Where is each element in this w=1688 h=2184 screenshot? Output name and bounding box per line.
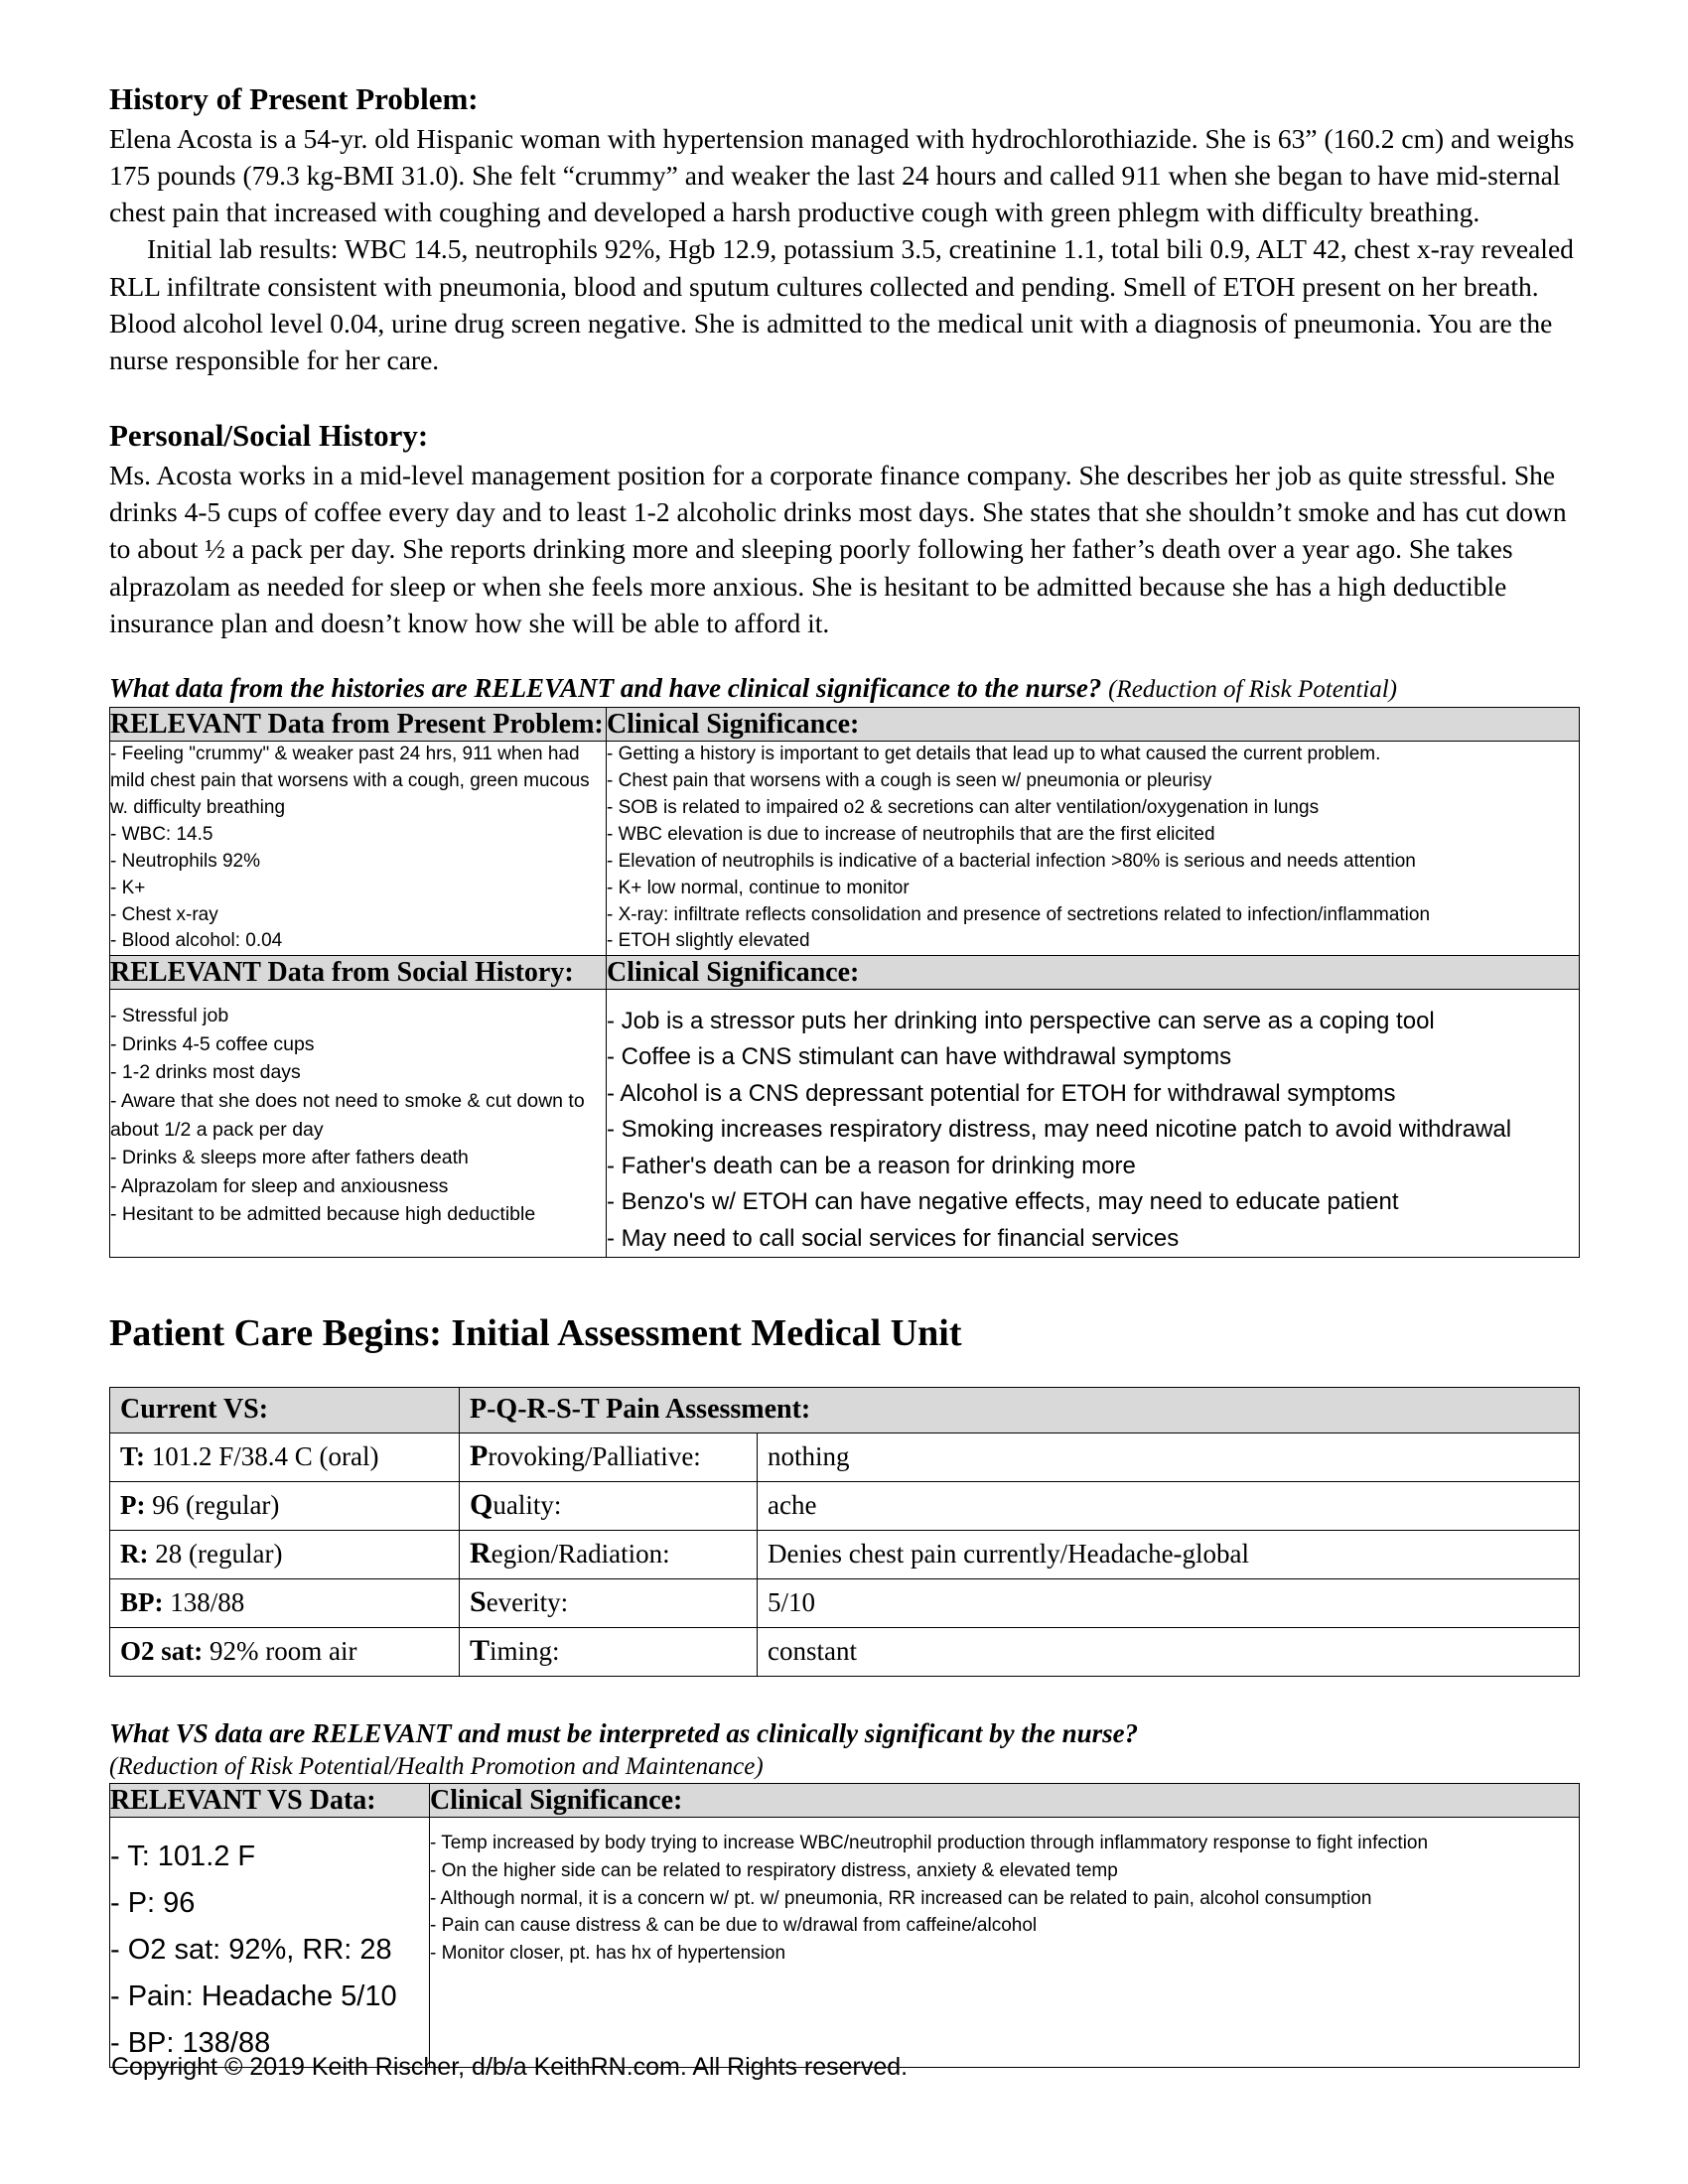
- table-body-row: [110, 989, 1580, 1257]
- list-item: - BP: 138/88: [110, 2026, 271, 2059]
- list-item: - Coffee is a CNS stimulant can have withdrawal symptoms: [607, 1043, 1232, 1071]
- spacer: [109, 378, 1579, 418]
- pqrst-label-timing: [460, 1628, 758, 1677]
- question-relevant-vs-data: What VS data are RELEVANT and must be interpreted as clinically significant by the nurse?: [109, 1718, 1139, 1749]
- question-vs-category: (Reduction of Risk Potential/Health Promotion and Maintenance): [109, 1753, 764, 1781]
- social-history-paragraph: Ms. Acosta works in a mid-level management position for a corporate finance company. She describes her job as quite stressful. She drinks 4-5 cups of coffee every day and to least 1-2 alcoholic drinks most days. She states that she shouldn’t smoke and has cut down to about ½ a pack per day. She reports drinking more and sleeping poorly following her father’s death over a year ago. She takes alprazolam as needed for sleep or when she feels more anxious. She is hesitant to be admitted because she has a high deductible insurance plan and doesn’t know how she will be able to afford it.: [109, 459, 1567, 638]
- pqrst-label-rest: egion/Radiation:: [491, 1539, 670, 1570]
- pqrst-value-region: Denies chest pain currently/Headache-global: [758, 1531, 1580, 1579]
- pqrst-label-rest: iming:: [490, 1636, 560, 1667]
- list-item: - T: 101.2 F: [110, 1840, 256, 1872]
- vs-cell-respirations: [110, 1531, 460, 1579]
- cell-relevant-data-social-history: [110, 989, 607, 1257]
- pqrst-label-severity: [460, 1579, 758, 1628]
- history-paragraph-1: Elena Acosta is a 54-yr. old Hispanic woman with hypertension managed with hydrochlorothiazide. She is 63” (160.2 cm) and weighs 175 pounds (79.3 kg-BMI 31.0). She felt “crummy” and weaker the last 24 hours and called 911 when she began to have mid-sternal chest pain that increased with coughing and developed a harsh productive cough with green phlegm with difficulty breathing.: [109, 122, 1575, 228]
- list-item: - Smoking increases respiratory distress, may need nicotine patch to avoid withdrawal: [607, 1116, 1512, 1144]
- vs-cell-o2-saturation: [110, 1628, 460, 1677]
- table-header-row: [110, 707, 1580, 741]
- vs-row: [110, 1579, 1580, 1628]
- relevant-data-list: [110, 742, 606, 956]
- list-item: - Drinks 4-5 coffee cups: [110, 1032, 315, 1055]
- header-relevant-vs-data: RELEVANT VS Data:: [110, 1783, 430, 1817]
- list-item: - Temp increased by body trying to increase WBC/neutrophil production through inflammatory response to fight infection: [430, 1832, 1429, 1853]
- list-item: - O2 sat: 92%, RR: 28: [110, 1933, 392, 1966]
- table-body-row: [110, 741, 1580, 956]
- list-item: - SOB is related to impaired o2 & secretions can alter ventilation/oxygenation in lungs: [607, 796, 1320, 818]
- cell-relevant-data-present-problem: [110, 741, 607, 956]
- table-social-history: [109, 955, 1580, 1258]
- header-clinical-significance: Clinical Significance:: [607, 707, 1580, 741]
- vs-row: [110, 1628, 1580, 1677]
- list-item: - Elevation of neutrophils is indicative of a bacterial infection >80% is serious and needs attention: [607, 850, 1416, 872]
- header-relevant-data-present-problem: RELEVANT Data from Present Problem:: [110, 707, 607, 741]
- spacer: [109, 1677, 1579, 1716]
- table-header-row: [110, 1783, 1580, 1817]
- clinical-significance-social-list: [607, 1004, 1579, 1257]
- vs-row: [110, 1482, 1580, 1531]
- pqrst-label-region: [460, 1531, 758, 1579]
- list-item: - P: 96: [110, 1886, 196, 1919]
- pqrst-value-quality: ache: [758, 1482, 1580, 1531]
- spacer: [109, 1258, 1579, 1311]
- list-item: - Aware that she does not need to smoke & cut down to about 1/2 a pack per day: [110, 1089, 585, 1141]
- list-item: - Job is a stressor puts her drinking into perspective can serve as a coping tool: [607, 1007, 1435, 1034]
- vs-row: [110, 1531, 1580, 1579]
- relevant-social-data-list: [110, 1002, 606, 1229]
- list-item: - Feeling "crummy" & weaker past 24 hrs, 911 when had mild chest pain that worsens with a cough, green mucous w. difficulty breathing: [110, 743, 590, 818]
- history-paragraph-2: Initial lab results: WBC 14.5, neutrophils 92%, Hgb 12.9, potassium 3.5, creatinine 1.1, total bili 0.9, ALT 42, chest x-ray revealed RLL infiltrate consistent with pneumonia, blood and sputum cultures collected and pending. Smell of ETOH present on her breath. Blood alcohol level 0.04, urine drug screen negative. She is admitted to the medical unit with a diagnosis of pneumonia. You are the nurse responsible for her care.: [109, 233, 1574, 376]
- table-relevant-vs-data: [109, 1783, 1580, 2068]
- question-text: What data from the histories are RELEVANT and have clinical significance to the nurse?: [109, 673, 1102, 704]
- list-item: - Blood alcohol: 0.04: [110, 930, 283, 952]
- list-item: - Chest x-ray: [110, 903, 218, 925]
- header-relevant-data-social-history: RELEVANT Data from Social History:: [110, 955, 607, 989]
- vs-value: 92% room air: [210, 1636, 357, 1667]
- header-clinical-significance: Clinical Significance:: [607, 955, 1580, 989]
- list-item: - WBC elevation is due to increase of neutrophils that are the first elicited: [607, 823, 1215, 845]
- vs-header-row: [110, 1387, 1580, 1433]
- document-content: [109, 81, 1579, 2068]
- table-header-row: [110, 955, 1580, 989]
- vs-label: T:: [120, 1441, 145, 1472]
- pqrst-initial: S: [470, 1585, 487, 1619]
- relevant-vs-list: [110, 1834, 429, 2067]
- list-item: - Stressful job: [110, 1004, 229, 1026]
- cell-clinical-significance-social-history: [607, 989, 1580, 1257]
- question-category: (Reduction of Risk Potential): [1108, 676, 1397, 704]
- cell-relevant-vs-data: [110, 1817, 430, 2067]
- list-item: - May need to call social services for financial services: [607, 1224, 1180, 1252]
- list-item: - Although normal, it is a concern w/ pt. w/ pneumonia, RR increased can be related to pain, alcohol consumption: [430, 1887, 1372, 1909]
- vs-value: 138/88: [170, 1587, 245, 1618]
- list-item: - WBC: 14.5: [110, 823, 213, 845]
- list-item: - On the higher side can be related to respiratory distress, anxiety & elevated temp: [430, 1859, 1118, 1881]
- list-item: - Drinks & sleeps more after fathers death: [110, 1147, 469, 1169]
- list-item: - Pain can cause distress & can be due to w/drawal from caffeine/alcohol: [430, 1915, 1038, 1937]
- vs-row: [110, 1433, 1580, 1482]
- pqrst-label-rest: rovoking/Palliative:: [488, 1441, 701, 1472]
- list-item: - Father's death can be a reason for drinking more: [607, 1152, 1136, 1179]
- list-item: - Neutrophils 92%: [110, 850, 261, 872]
- pqrst-value-timing: constant: [758, 1628, 1580, 1677]
- vs-cell-pulse: [110, 1482, 460, 1531]
- list-item: - Hesitant to be admitted because high deductible: [110, 1203, 536, 1226]
- list-item: - K+: [110, 877, 146, 898]
- list-item: - Benzo's w/ ETOH can have negative effects, may need to educate patient: [607, 1188, 1399, 1216]
- pqrst-initial: R: [470, 1537, 492, 1570]
- pqrst-initial: Q: [470, 1488, 493, 1522]
- vs-value: 28 (regular): [155, 1539, 283, 1570]
- header-clinical-significance: Clinical Significance:: [430, 1783, 1580, 1817]
- spacer: [109, 1357, 1579, 1387]
- list-item: - Pain: Headache 5/10: [110, 1979, 397, 2012]
- cell-clinical-significance-vs: [430, 1817, 1580, 2067]
- copyright-footer: Copyright © 2019 Keith Rischer, d/b/a KeithRN.com. All Rights reserved.: [111, 2053, 909, 2081]
- header-current-vs: Current VS:: [110, 1387, 460, 1433]
- clinical-significance-vs-list: [430, 1830, 1579, 1969]
- history-of-present-problem-heading: History of Present Problem:: [109, 81, 479, 116]
- clinical-significance-list: [607, 742, 1579, 956]
- pqrst-initial: T: [470, 1634, 491, 1668]
- list-item: - K+ low normal, continue to monitor: [607, 877, 910, 898]
- pqrst-value-severity: 5/10: [758, 1579, 1580, 1628]
- vs-label: O2 sat:: [120, 1636, 204, 1667]
- header-pqrst-pain-assessment: P-Q-R-S-T Pain Assessment:: [460, 1387, 1580, 1433]
- pqrst-label-rest: everity:: [486, 1587, 569, 1618]
- vs-label: P:: [120, 1490, 146, 1521]
- question-relevant-data: [109, 671, 1579, 707]
- list-item: - Alprazolam for sleep and anxiousness: [110, 1174, 449, 1197]
- list-item: - 1-2 drinks most days: [110, 1061, 301, 1084]
- vs-value: 101.2 F/38.4 C (oral): [151, 1441, 379, 1472]
- table-body-row: [110, 1817, 1580, 2067]
- list-item: - ETOH slightly elevated: [607, 930, 810, 952]
- pqrst-initial: P: [470, 1439, 489, 1473]
- table-current-vs-pqrst: [109, 1387, 1580, 1678]
- list-item: - X-ray: infiltrate reflects consolidation and presence of sectretions related to infection/inflammation: [607, 903, 1431, 925]
- table-present-problem: [109, 707, 1580, 957]
- vs-value: 96 (regular): [152, 1490, 280, 1521]
- pqrst-label-provoking: [460, 1433, 758, 1482]
- vs-label: BP:: [120, 1587, 164, 1618]
- cell-clinical-significance-present-problem: [607, 741, 1580, 956]
- list-item: - Getting a history is important to get details that lead up to what caused the current problem.: [607, 743, 1381, 764]
- vs-cell-blood-pressure: [110, 1579, 460, 1628]
- pqrst-value-provoking: nothing: [758, 1433, 1580, 1482]
- pqrst-label-quality: [460, 1482, 758, 1531]
- pqrst-label-rest: uality:: [492, 1490, 562, 1521]
- vs-cell-temperature: [110, 1433, 460, 1482]
- list-item: - Monitor closer, pt. has hx of hypertension: [430, 1943, 786, 1965]
- vs-label: R:: [120, 1539, 149, 1570]
- patient-care-begins-heading: Patient Care Begins: Initial Assessment Medical Unit: [109, 1312, 962, 1355]
- list-item: - Alcohol is a CNS depressant potential for ETOH for withdrawal symptoms: [607, 1079, 1396, 1107]
- list-item: - Chest pain that worsens with a cough is seen w/ pneumonia or pleurisy: [607, 769, 1212, 791]
- spacer: [109, 641, 1579, 671]
- personal-social-history-heading: Personal/Social History:: [109, 418, 429, 454]
